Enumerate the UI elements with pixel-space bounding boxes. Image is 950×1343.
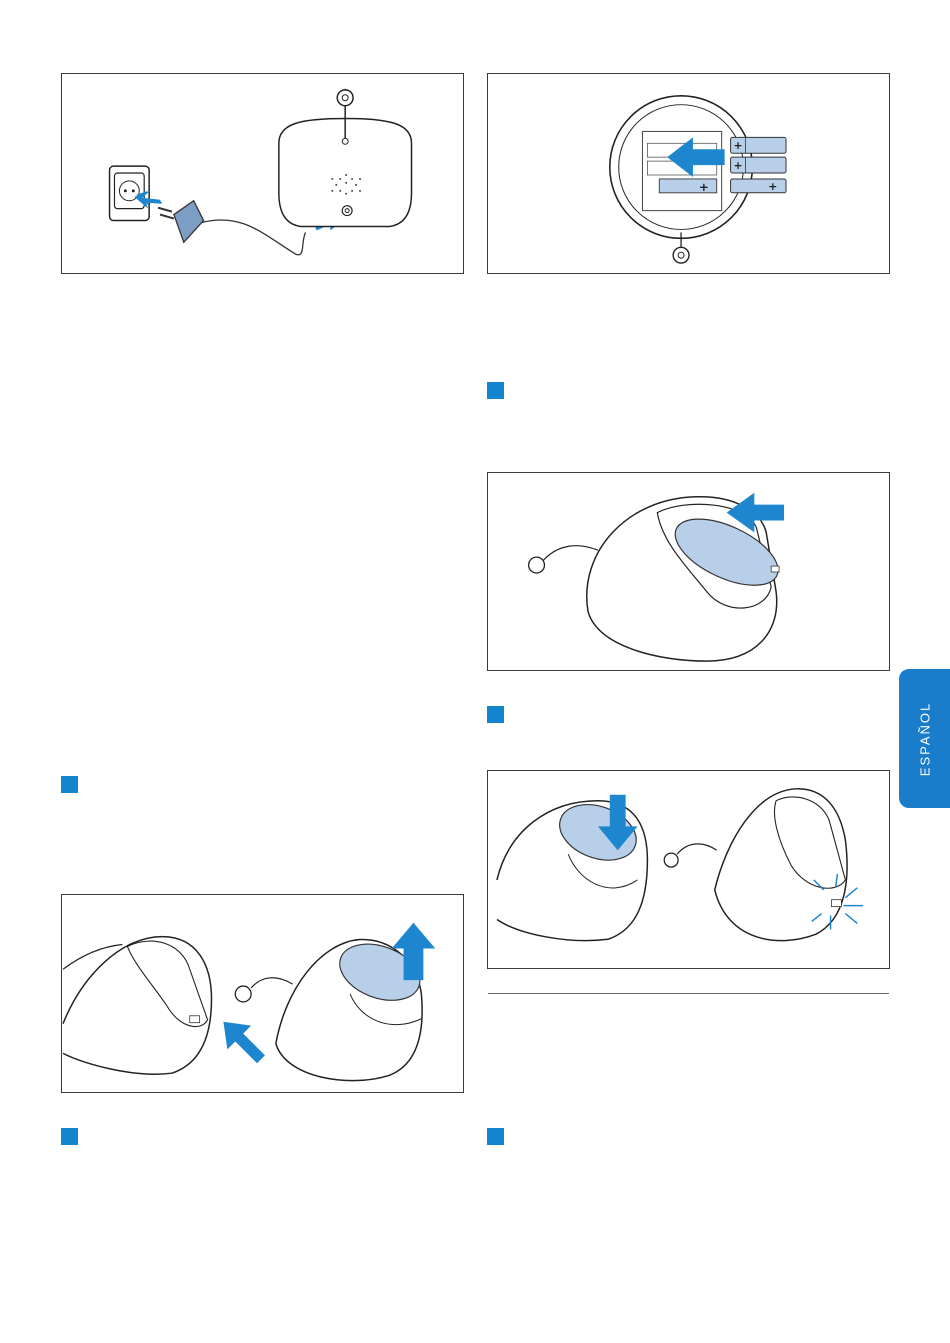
- arrow-icon: [223, 1022, 265, 1064]
- battery-icon: [731, 179, 786, 193]
- figure-adapter-socket: [61, 73, 464, 274]
- power-adapter-icon: [158, 201, 204, 243]
- figure-press-cover: [487, 770, 890, 969]
- step-marker: [487, 382, 504, 399]
- step-marker: [487, 1128, 504, 1145]
- language-tab-label: ESPAÑOL: [917, 701, 932, 776]
- step-marker: [487, 706, 504, 723]
- svg-text:+: +: [733, 139, 743, 153]
- step-marker: [61, 1128, 78, 1145]
- svg-text:+: +: [768, 179, 778, 193]
- battery-icon: [731, 137, 786, 153]
- figure-open-cover: [61, 894, 464, 1093]
- svg-text:+: +: [733, 159, 743, 173]
- figure-insert-batteries: [487, 73, 890, 274]
- battery-icon: [731, 157, 786, 173]
- figure-slide-cover: [487, 472, 890, 671]
- section-divider: [488, 993, 889, 994]
- battery-plus-sign: +: [698, 179, 709, 194]
- step-marker: [61, 776, 78, 793]
- language-tab[interactable]: [899, 669, 950, 808]
